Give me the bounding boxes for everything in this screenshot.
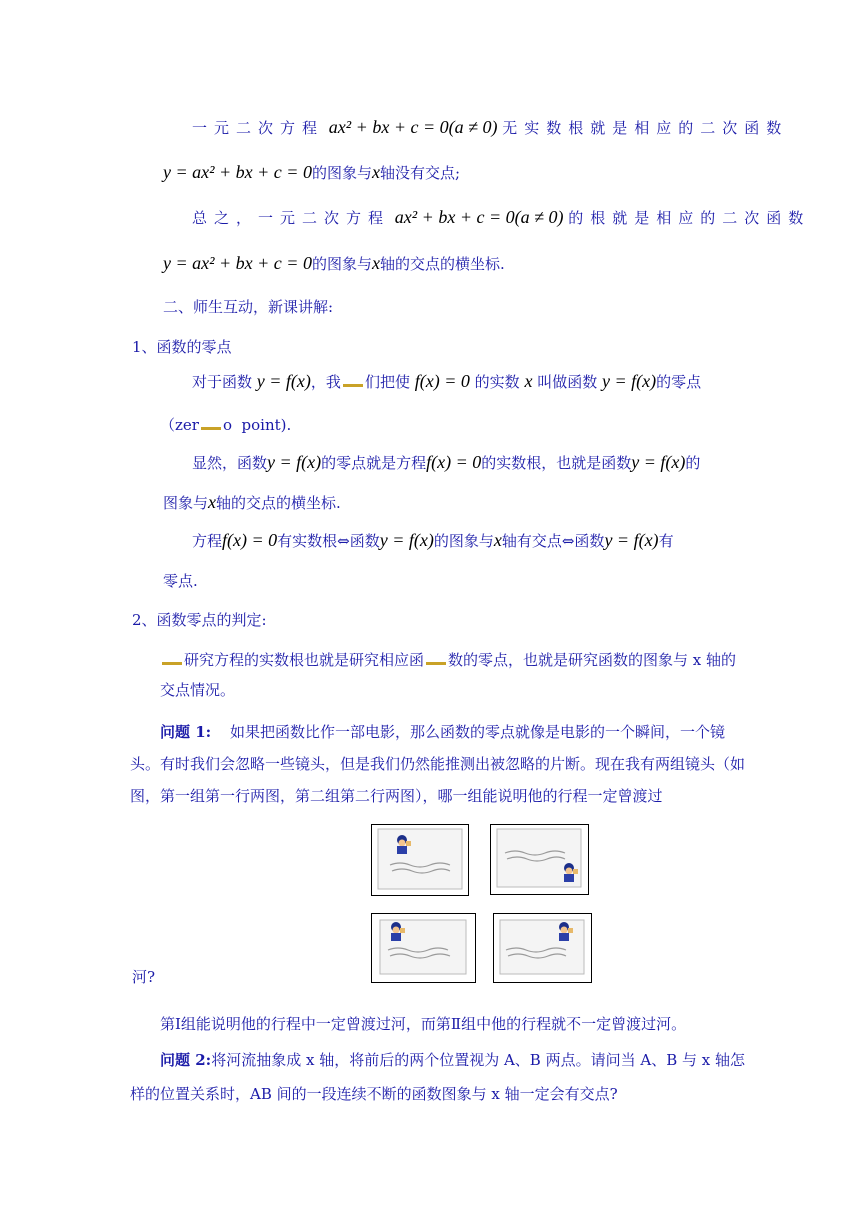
quadratic-function: y = ax² + bx + c = 0 [163,253,312,273]
text: 的零点 [656,373,702,391]
para1-line2 [163,162,460,183]
function-expr: y = f(x) [379,530,434,550]
function-expr: f(x) = 0 [222,530,278,550]
q1-line2: 头。有时我们会忽略一些镜头，但是我们仍然能推测出被忽略的片断。现在我有两组镜头（如 [130,755,746,773]
text: 的图象与 [433,532,494,550]
text: 的零点就是方程 [321,454,427,472]
q2-line1 [160,1050,745,1070]
text: 显然，函数 [192,454,268,472]
blank-mark [343,378,363,387]
x-symbol: x [524,371,533,391]
function-expr: f(x) = 0 [414,371,470,391]
para1-text-pre: 一元二次方程 [192,119,325,137]
para1-line1 [192,117,788,138]
river-scene [372,825,467,894]
text: 研究方程的实数根也就是研究相应函 [184,651,425,669]
para2-line1 [192,207,810,228]
q2-line2: 样的位置关系时，AB 间的一段连续不断的函数图象与 x 轴一定会有交点? [130,1085,618,1103]
text: 的 [685,454,701,472]
text: 的实数 [474,373,520,391]
section-heading: 二、师生互动，新课讲解: [163,298,334,316]
zero-line5 [192,530,674,551]
judge-line2: 交点情况。 [160,681,236,699]
function-expr: y = f(x) [631,452,686,472]
para1-text-mid: 无实数根就是相应的二次函数 [502,119,789,137]
zero-line2 [160,415,291,435]
blank-mark [426,656,446,665]
text: 图象与 [163,494,209,512]
function-expr: y = f(x) [602,371,657,391]
x-symbol: x [208,492,217,512]
zero-line3 [192,452,700,473]
river-scene [372,914,474,981]
text: 数的零点，也就是研究函数的图象与 x 轴的 [448,651,737,669]
function-expr: y = f(x) [267,452,322,472]
text: 对于函数 [192,373,253,391]
text: 方程 [192,532,223,550]
text: 轴的交点的横坐标. [216,494,341,512]
judge-heading: 2、函数零点的判定: [132,611,267,629]
text: 有 [658,532,674,550]
para1-text: 的图象与 [311,164,372,182]
function-expr: f(x) = 0 [426,452,482,472]
q2-label: 问题 2: [160,1051,212,1069]
blank-mark [162,656,182,665]
text: ，我 [310,373,341,391]
quadratic-equation: ax² + bx + c = 0(a ≠ 0) [394,207,564,227]
figure-group1-right [490,824,589,895]
para1-text-end: 轴没有交点; [379,164,461,182]
text: o point). [222,416,292,434]
quadratic-equation: ax² + bx + c = 0(a ≠ 0) [328,117,498,137]
zero-line6: 零点. [163,572,198,590]
text: 们把使 [364,373,410,391]
para2-text: 的图象与 [311,255,372,273]
text: （zer [160,416,199,434]
q1-text: 如果把函数比作一部电影，那么函数的零点就像是电影的一个瞬间，一个镜 [229,723,725,741]
function-expr: y = f(x) [604,530,659,550]
quadratic-function: y = ax² + bx + c = 0 [163,162,312,182]
river-scene [491,825,587,893]
x-symbol: x [371,162,380,182]
zero-line1 [192,371,701,392]
para2-line2 [163,253,505,274]
zero-line4 [163,492,341,513]
text: 有实数根⇔函数 [277,532,380,550]
figure-group2-right [493,913,592,983]
q1-label: 问题 1: [160,723,212,741]
q1-tail: 河? [132,968,156,986]
x-symbol: x [371,253,380,273]
text: 轴有交点⇔函数 [501,532,605,550]
figure-group2-left [371,913,476,983]
para2-text-pre: 总之，一元二次方程 [192,209,391,227]
q1-line1 [160,722,725,742]
q1-line3: 图，第一组第一行两图，第二组第二行两图），哪一组能说明他的行程一定曾渡过 [130,787,663,805]
river-scene [494,914,590,981]
para2-text-mid: 的根就是相应的二次函数 [568,209,811,227]
para2-text-end: 轴的交点的横坐标. [379,255,505,273]
function-expr: y = f(x) [256,371,311,391]
q2-text: 将河流抽象成 x 轴，将前后的两个位置视为 A、B 两点。请问当 A、B 与 x 轴怎 [211,1051,745,1069]
blank-mark [201,421,221,430]
judge-line1 [160,650,736,670]
zero-heading: 1、函数的零点 [132,338,232,356]
x-symbol: x [493,530,502,550]
text: 的实数根，也就是函数 [481,454,632,472]
text: 叫做函数 [537,373,598,391]
answer1: 第Ⅰ组能说明他的行程中一定曾渡过河，而第Ⅱ组中他的行程就不一定曾渡过河。 [160,1015,687,1033]
figure-group1-left [371,824,469,896]
